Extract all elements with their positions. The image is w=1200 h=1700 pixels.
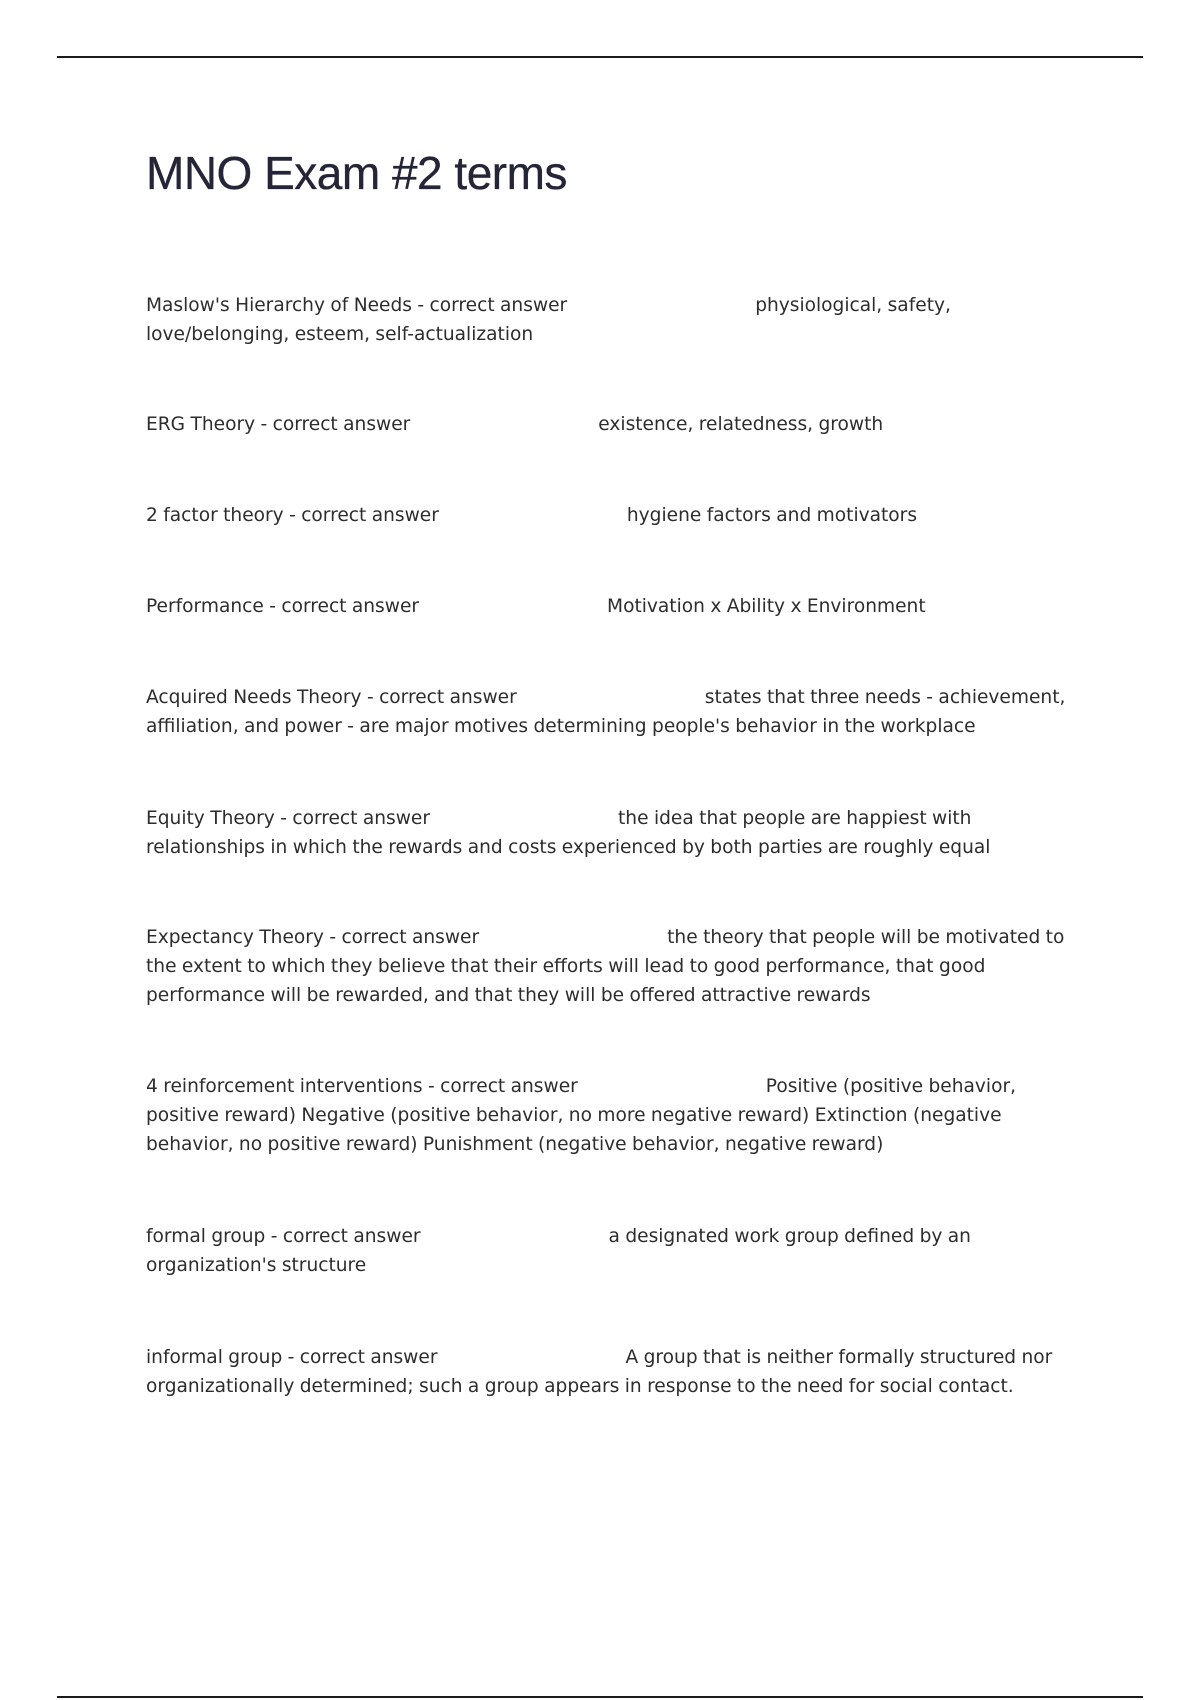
flashcard-informal-group	[146, 1343, 1086, 1401]
document-title: MNO Exam #2 terms	[146, 147, 567, 199]
card-term: formal group - correct answer	[146, 1226, 421, 1247]
flashcard-maslow	[146, 291, 1086, 349]
top-rule	[57, 56, 1143, 58]
flashcard-erg-theory	[146, 410, 1086, 439]
flashcard-acquired-needs-theory	[146, 683, 1086, 741]
card-definition: A group that is neither formally structured nor organizationally determined; such a group appears in response to the need for social contact.	[146, 1347, 1053, 1397]
card-definition: the idea that people are happiest with relationships in which the rewards and costs experienced by both parties are roughly equal	[146, 808, 991, 858]
card-term: Performance - correct answer	[146, 596, 420, 617]
flashcard-two-factor-theory	[146, 501, 1086, 530]
card-term: Expectancy Theory - correct answer	[146, 927, 480, 948]
card-term: ERG Theory - correct answer	[146, 414, 411, 435]
card-definition: states that three needs - achievement, affiliation, and power - are major motives determining people's behavior in the workplace	[146, 687, 1066, 737]
card-term: Maslow's Hierarchy of Needs - correct answer	[146, 295, 568, 316]
card-definition: Motivation x Ability x Environment	[607, 596, 926, 617]
card-definition: the theory that people will be motivated to the extent to which they believe that their efforts will lead to good performance, that good performance will be rewarded, and that they will be offered attractive rewards	[146, 927, 1065, 1006]
card-definition: hygiene factors and motivators	[626, 505, 918, 526]
card-term: informal group - correct answer	[146, 1347, 438, 1368]
card-term: 2 factor theory - correct answer	[146, 505, 439, 526]
card-definition: physiological, safety, love/belonging, esteem, self-actualization	[146, 295, 951, 345]
card-term: Acquired Needs Theory - correct answer	[146, 687, 517, 708]
card-term: 4 reinforcement interventions - correct answer	[146, 1076, 578, 1097]
card-term: Equity Theory - correct answer	[146, 808, 431, 829]
flashcard-expectancy-theory	[146, 923, 1086, 1010]
card-definition: existence, relatedness, growth	[598, 414, 884, 435]
bottom-rule	[57, 1696, 1143, 1698]
flashcard-reinforcement-interventions	[146, 1072, 1086, 1159]
card-definition: Positive (positive behavior, positive reward) Negative (positive behavior, no more negative reward) Extinction (negative behavior, no positive reward) Punishment (negative behavior, negative reward)	[146, 1076, 1017, 1155]
flashcard-equity-theory	[146, 804, 1086, 862]
card-definition: a designated work group defined by an organization's structure	[146, 1226, 971, 1276]
flashcard-performance	[146, 592, 1086, 621]
flashcard-formal-group	[146, 1222, 1086, 1280]
